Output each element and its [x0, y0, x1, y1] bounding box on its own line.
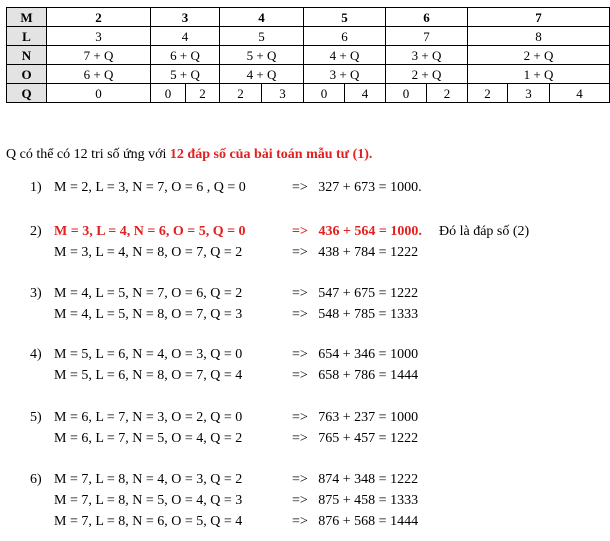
solution-number: 1)	[30, 180, 42, 195]
solution-equation: => 548 + 785 = 1333	[292, 307, 419, 322]
solution-equation: => 874 + 348 = 1222	[292, 472, 419, 487]
table-cell: 1 + Q	[468, 65, 610, 84]
solution-conditions: M = 4, L = 5, N = 8, O = 7, Q = 3	[54, 307, 243, 322]
solution-equation: => 658 + 786 = 1444	[292, 368, 419, 383]
row-header: N	[7, 46, 47, 65]
table-cell: 5	[220, 27, 304, 46]
table-cell: 6	[386, 8, 468, 27]
table-cell: 5	[304, 8, 386, 27]
table-cell: 4	[550, 84, 610, 103]
table-cell: 2	[427, 84, 468, 103]
solution-number: 3)	[30, 286, 42, 301]
table-cell: 3	[262, 84, 304, 103]
table-cell: 8	[468, 27, 610, 46]
solution-conditions: M = 4, L = 5, N = 7, O = 6, Q = 2	[54, 286, 243, 301]
solution-equation: => 436 + 564 = 1000.	[292, 224, 422, 239]
solution-conditions: M = 7, L = 8, N = 5, O = 4, Q = 3	[54, 493, 243, 508]
values-table	[6, 7, 610, 103]
table-row	[7, 27, 610, 46]
table-cell: 3	[151, 8, 220, 27]
table-cell: 2	[186, 84, 220, 103]
solution-equation: => 327 + 673 = 1000.	[292, 180, 422, 195]
table-cell: 4	[220, 8, 304, 27]
row-header: Q	[7, 84, 47, 103]
table-row	[7, 65, 610, 84]
row-header: M	[7, 8, 47, 27]
table-cell: 7	[386, 27, 468, 46]
table-cell: 6 + Q	[47, 65, 151, 84]
solution-conditions: M = 2, L = 3, N = 7, O = 6 , Q = 0	[54, 180, 246, 195]
solution-number: 5)	[30, 410, 42, 425]
table-cell: 2 + Q	[386, 65, 468, 84]
table-row	[7, 84, 610, 103]
table-cell: 6	[304, 27, 386, 46]
table-cell: 3	[47, 27, 151, 46]
solution-conditions: M = 3, L = 4, N = 8, O = 7, Q = 2	[54, 245, 243, 260]
solution-equation: => 763 + 237 = 1000	[292, 410, 419, 425]
table-cell: 0	[151, 84, 186, 103]
table-cell: 7	[468, 8, 610, 27]
solution-conditions: M = 7, L = 8, N = 6, O = 5, Q = 4	[54, 514, 243, 529]
table-cell: 0	[386, 84, 427, 103]
intro-highlight: 12 đáp số của bài toán mẫu tư (1).	[169, 147, 373, 162]
table-cell: 5 + Q	[220, 46, 304, 65]
table-cell: 4	[345, 84, 386, 103]
table-cell: 2	[220, 84, 262, 103]
table-cell: 7 + Q	[47, 46, 151, 65]
solution-conditions: M = 6, L = 7, N = 3, O = 2, Q = 0	[54, 410, 243, 425]
table-cell: 0	[304, 84, 345, 103]
table-row	[7, 8, 610, 27]
table-row	[7, 46, 610, 65]
table-cell: 3	[508, 84, 550, 103]
solution-equation: => 876 + 568 = 1444	[292, 514, 419, 529]
row-header: L	[7, 27, 47, 46]
intro-text: Q có thể có 12 tri số ứng với	[6, 147, 170, 162]
table-cell: 6 + Q	[151, 46, 220, 65]
table-cell: 3 + Q	[304, 65, 386, 84]
solution-conditions: M = 3, L = 4, N = 6, O = 5, Q = 0	[54, 224, 246, 239]
solution-equation: => 438 + 784 = 1222	[292, 245, 419, 260]
solution-number: 4)	[30, 347, 42, 362]
solution-conditions: M = 7, L = 8, N = 4, O = 3, Q = 2	[54, 472, 243, 487]
table-cell: 4	[151, 27, 220, 46]
table-cell: 3 + Q	[386, 46, 468, 65]
solution-equation: => 875 + 458 = 1333	[292, 493, 419, 508]
solution-number: 6)	[30, 472, 42, 487]
solution-equation: => 765 + 457 = 1222	[292, 431, 419, 446]
solution-conditions: M = 5, L = 6, N = 4, O = 3, Q = 0	[54, 347, 243, 362]
solution-conditions: M = 6, L = 7, N = 5, O = 4, Q = 2	[54, 431, 243, 446]
solution-conditions: M = 5, L = 6, N = 8, O = 7, Q = 4	[54, 368, 243, 383]
values-table-body	[7, 8, 610, 103]
solution-note: Đó là đáp số (2)	[439, 224, 530, 239]
solution-number: 2)	[30, 224, 42, 239]
solution-equation: => 654 + 346 = 1000	[292, 347, 419, 362]
table-cell: 2	[47, 8, 151, 27]
table-cell: 2 + Q	[468, 46, 610, 65]
table-cell: 0	[47, 84, 151, 103]
table-cell: 4 + Q	[304, 46, 386, 65]
table-cell: 5 + Q	[151, 65, 220, 84]
solution-equation: => 547 + 675 = 1222	[292, 286, 419, 301]
row-header: O	[7, 65, 47, 84]
table-cell: 4 + Q	[220, 65, 304, 84]
intro-paragraph	[6, 147, 372, 163]
table-cell: 2	[468, 84, 508, 103]
